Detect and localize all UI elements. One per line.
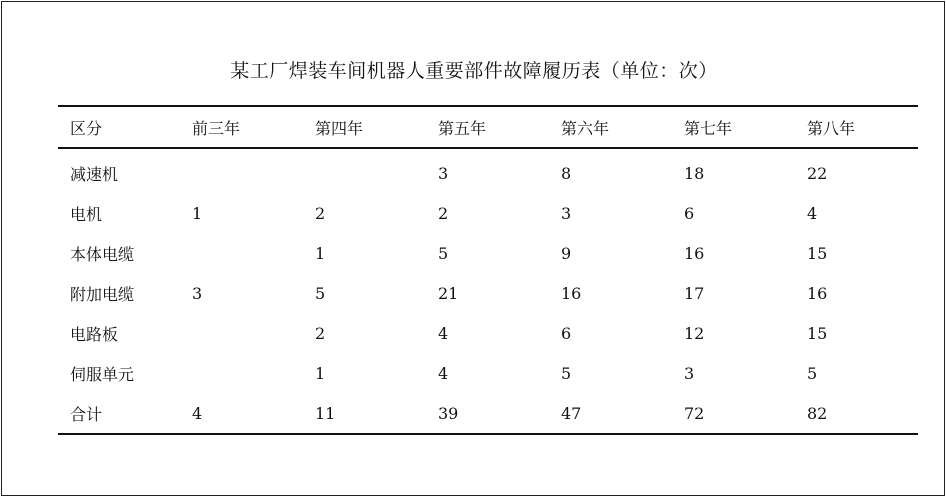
table-cell: 1: [192, 203, 203, 223]
table-cell: 5: [315, 283, 326, 303]
table-row: [58, 353, 918, 393]
table-title: 某工厂焊装车间机器人重要部件故障履历表（单位：次）: [230, 60, 718, 82]
row-label: 合计: [70, 404, 103, 424]
table-cell: 2: [315, 323, 326, 343]
table-cell: 8: [561, 163, 572, 183]
table-cell: 18: [684, 163, 705, 183]
table-cell: 4: [807, 203, 818, 223]
row-label: 电路板: [70, 324, 119, 344]
row-label: 电机: [70, 204, 103, 224]
header-cell-first-three-years: 前三年: [192, 118, 241, 138]
header-row: [58, 106, 918, 148]
header-cell-year-4: 第四年: [315, 118, 364, 138]
table-cell: 4: [438, 363, 449, 383]
table-row: [58, 273, 918, 313]
header-cell-year-7: 第七年: [684, 118, 733, 138]
header-cell-year-5: 第五年: [438, 118, 487, 138]
row-label: 附加电缆: [70, 284, 135, 304]
table-row: [58, 233, 918, 273]
table-cell: [180, 233, 303, 273]
table-cell: 82: [807, 403, 828, 423]
header-cell-year-8: 第八年: [807, 118, 856, 138]
table-cell: 1: [315, 363, 326, 383]
table-body: [58, 148, 918, 434]
table-cell: 1: [315, 243, 326, 263]
table-cell: 2: [438, 203, 449, 223]
row-label: 本体电缆: [70, 244, 135, 264]
table-cell: 21: [438, 283, 459, 303]
row-label: 伺服单元: [70, 364, 135, 384]
header-cell-year-6: 第六年: [561, 118, 610, 138]
table-cell: [180, 313, 303, 353]
table-cell: 3: [192, 283, 203, 303]
table-cell: 22: [807, 163, 828, 183]
table-cell: 16: [684, 243, 705, 263]
failure-history-table: [58, 105, 918, 435]
table-cell: 6: [561, 323, 572, 343]
table-cell: 15: [807, 323, 828, 343]
table-row: [58, 193, 918, 233]
table-cell: 12: [684, 323, 705, 343]
total-row: [58, 393, 918, 434]
table-cell: [180, 148, 303, 193]
table-cell: 3: [438, 163, 449, 183]
row-label: 减速机: [70, 164, 119, 184]
table-cell: 4: [438, 323, 449, 343]
table-row: [58, 148, 918, 193]
table-cell: 72: [684, 403, 705, 423]
table-header: [58, 106, 918, 148]
table-cell: [303, 148, 426, 193]
table-cell: 5: [438, 243, 449, 263]
table-row: [58, 313, 918, 353]
table-cell: 3: [561, 203, 572, 223]
table-cell: 5: [561, 363, 572, 383]
table-cell: 9: [561, 243, 572, 263]
table-cell: 39: [438, 403, 459, 423]
table-cell: 17: [684, 283, 705, 303]
table-cell: 11: [315, 403, 336, 423]
table-cell: 5: [807, 363, 818, 383]
table-cell: 4: [192, 403, 203, 423]
table-cell: 6: [684, 203, 695, 223]
document-frame: [1, 1, 945, 496]
table-cell: 16: [807, 283, 828, 303]
header-cell-category: 区分: [70, 118, 103, 138]
table-cell: 47: [561, 403, 582, 423]
table-cell: 15: [807, 243, 828, 263]
table-cell: 3: [684, 363, 695, 383]
table-cell: 16: [561, 283, 582, 303]
table-cell: [180, 353, 303, 393]
table-container: [58, 105, 918, 435]
table-cell: 2: [315, 203, 326, 223]
